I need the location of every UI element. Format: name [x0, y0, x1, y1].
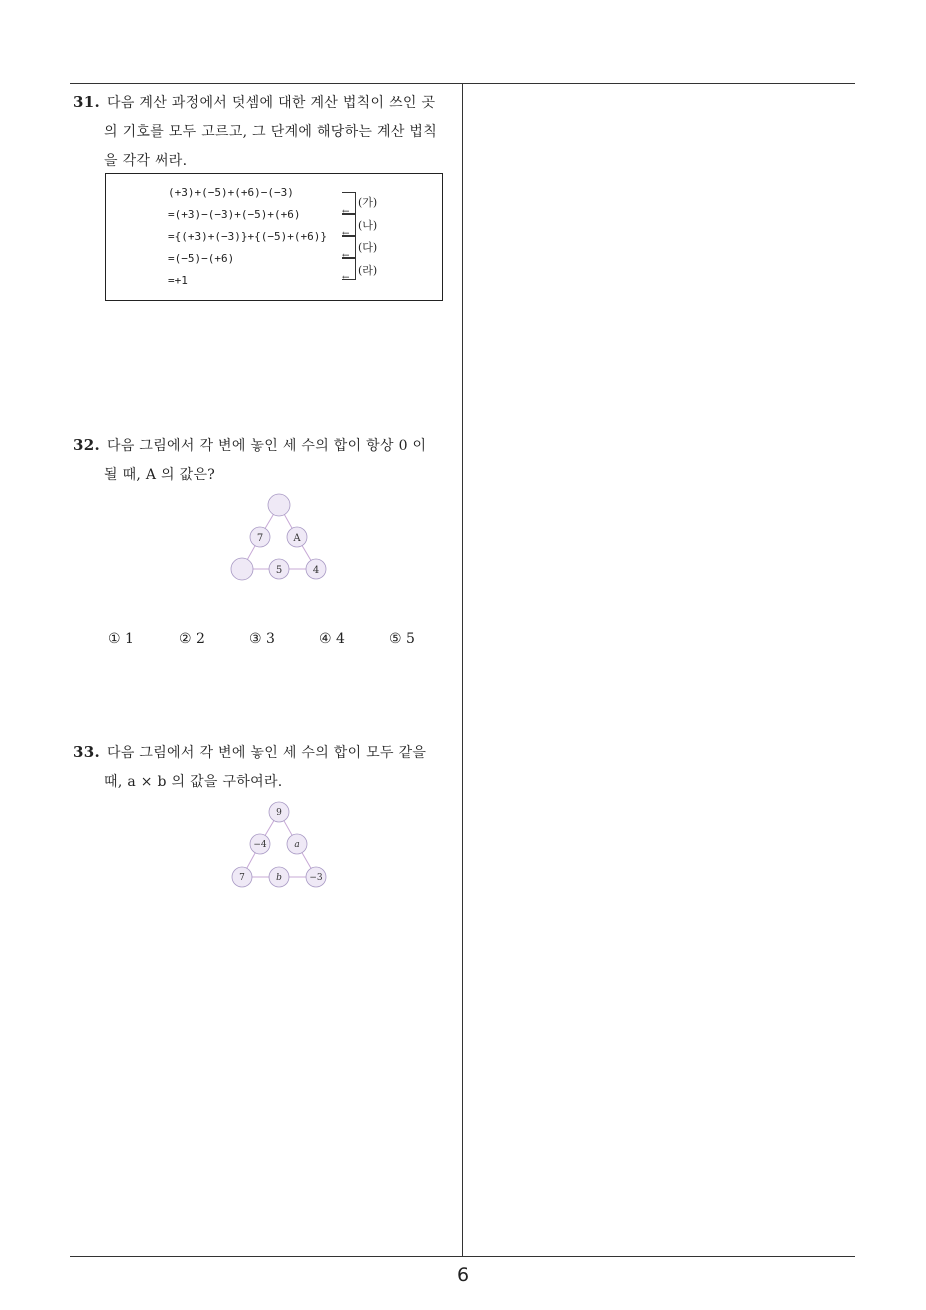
- arrow-da-icon: ←: [342, 251, 350, 261]
- node-mid-left-label: 7: [256, 533, 264, 544]
- problem-32-line-1: 32. 다음 그림에서 각 변에 놓인 세 수의 합이 항상 0 이: [73, 436, 427, 454]
- node-bottom-mid-label: 5: [275, 565, 283, 576]
- problem-31-line-3: 을 각각 써라.: [104, 153, 188, 169]
- node-bottom-left-label: 7: [239, 873, 245, 883]
- stage-label-da: (다): [358, 241, 378, 254]
- arrow-ra-icon: ←: [342, 273, 350, 283]
- problem-33-line-1: 33. 다음 그림에서 각 변에 놓인 세 수의 합이 모두 같을: [73, 743, 427, 761]
- node-bottom-right-label: 4: [312, 565, 320, 576]
- triangle-diagram-33: [225, 800, 335, 890]
- node-mid-right-label: a: [294, 840, 300, 850]
- choice-2[interactable]: ② 2: [179, 631, 205, 647]
- node-top-label: 9: [276, 808, 282, 818]
- choice-5[interactable]: ⑤ 5: [389, 631, 415, 647]
- calc-step-5: =+1: [168, 274, 188, 287]
- stage-label-na: (나): [358, 219, 378, 232]
- problem-32-number: 32.: [73, 436, 100, 454]
- calc-step-1: (+3)+(−5)+(+6)−(−3): [168, 186, 294, 199]
- problem-33: [73, 738, 463, 797]
- problem-31: [73, 88, 463, 176]
- choice-1[interactable]: ① 1: [108, 631, 134, 647]
- problem-32: [73, 431, 463, 490]
- problem-33-line-2: 때, a × b 의 값을 구하여라.: [104, 774, 283, 790]
- stage-label-ra: (라): [358, 264, 378, 277]
- problem-32-line-2: 될 때, A 의 값은?: [104, 467, 216, 483]
- node-mid-left-label: −4: [253, 840, 267, 850]
- calc-step-3: ={(+3)+(−3)}+{(−5)+(+6)}: [168, 230, 327, 243]
- calculation-box: [105, 173, 443, 301]
- triangle-diagram-32: [225, 490, 335, 585]
- calc-step-2: =(+3)−(−3)+(−5)+(+6): [168, 208, 301, 221]
- column-divider: [462, 83, 463, 1257]
- node-bottom-left: [231, 558, 253, 580]
- calc-step-4: =(−5)−(+6): [168, 252, 235, 265]
- problem-31-number: 31.: [73, 93, 100, 111]
- arrow-ga-icon: ←: [342, 207, 350, 217]
- problem-31-line-1: 31. 다음 계산 과정에서 덧셈에 대한 계산 법칙이 쓰인 곳: [73, 93, 436, 111]
- node-bottom-mid-label: b: [276, 873, 282, 883]
- bottom-rule: [70, 1256, 855, 1257]
- stage-label-ga: (가): [358, 196, 378, 209]
- problem-31-line-2: 의 기호를 모두 고르고, 그 단계에 해당하는 계산 법칙: [104, 124, 438, 140]
- choice-4[interactable]: ④ 4: [319, 631, 345, 647]
- problem-33-number: 33.: [73, 743, 100, 761]
- node-top: [268, 494, 290, 516]
- choice-3[interactable]: ③ 3: [249, 631, 275, 647]
- arrow-na-icon: ←: [342, 229, 350, 239]
- node-bottom-right-label: −3: [309, 873, 323, 883]
- page-number: 6: [456, 1264, 470, 1286]
- node-mid-right-label: A: [293, 533, 301, 544]
